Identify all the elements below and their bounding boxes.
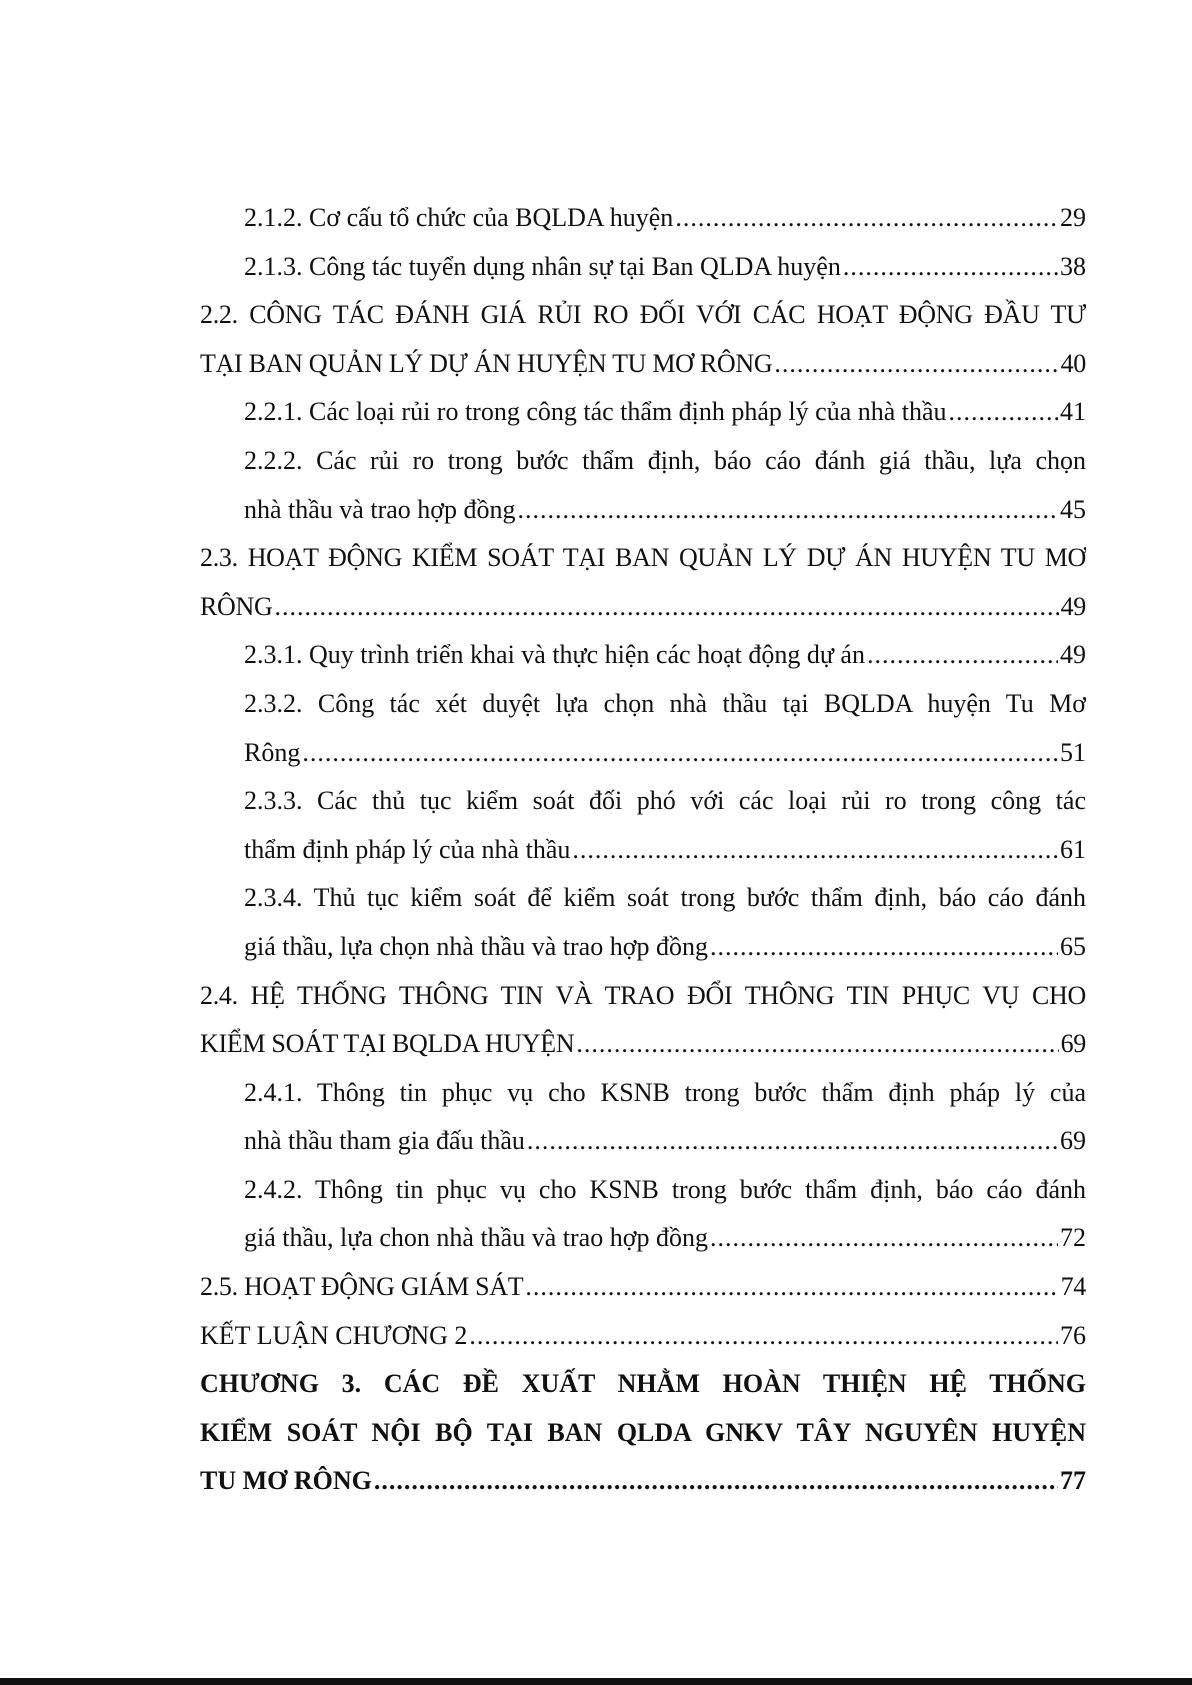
toc-entry-title-line-1: CHƯƠNG 3. CÁC ĐỀ XUẤT NHẰM HOÀN THIỆN HỆ THỐNG [200, 1369, 1086, 1399]
toc-entry-title: 2.1.3. Công tác tuyển dụng nhân sự tại Ban QLDA huyện [244, 251, 841, 281]
toc-entry-2-3-4 [200, 874, 1086, 971]
table-of-contents [200, 194, 1086, 1506]
leader-dots [774, 340, 1058, 389]
leader-dots [527, 1117, 1058, 1166]
leader-dots [274, 583, 1058, 632]
leader-dots [525, 1263, 1058, 1312]
leader-dots [469, 1312, 1058, 1361]
leader-dots [302, 729, 1058, 778]
toc-page-number: 40 [1060, 348, 1086, 378]
toc-entry-2-2-1 [200, 388, 1086, 437]
toc-page-number: 38 [1060, 251, 1086, 281]
toc-entry-title-line-1: 2.4.1. Thông tin phục vụ cho KSNB trong bước thẩm định pháp lý của [244, 1077, 1086, 1107]
toc-entry-title-line-2: giá thầu, lựa chọn nhà thầu và trao hợp đồng [244, 931, 708, 961]
toc-page-number: 69 [1060, 1029, 1086, 1059]
toc-page-number: 45 [1060, 494, 1086, 524]
toc-entry-title-line-2: nhà thầu tham gia đấu thầu [244, 1126, 525, 1156]
toc-entry-chapter-3 [200, 1360, 1086, 1506]
toc-entry-title-line-1: 2.3.3. Các thủ tục kiểm soát đối phó với các loại rủi ro trong công tác [244, 786, 1086, 816]
toc-entry-title-line-1: 2.2. CÔNG TÁC ĐÁNH GIÁ RỦI RO ĐỐI VỚI CÁC HOẠT ĐỘNG ĐẦU TƯ [200, 300, 1086, 330]
toc-page-number: 29 [1060, 203, 1086, 232]
toc-entry-title: 2.5. HOẠT ĐỘNG GIÁM SÁT [200, 1272, 524, 1302]
toc-page-number: 49 [1060, 591, 1086, 621]
toc-entry-title-line-3: TU MƠ RÔNG [200, 1466, 372, 1496]
toc-entry-2-3-3 [200, 777, 1086, 874]
toc-entry-title-line-1: 2.3. HOẠT ĐỘNG KIỂM SOÁT TẠI BAN QUẢN LÝ DỰ ÁN HUYỆN TU MƠ [200, 543, 1086, 573]
toc-entry-2-3-2 [200, 680, 1086, 777]
toc-page-number: 76 [1060, 1320, 1086, 1350]
toc-entry-title-line-2: Rông [244, 737, 301, 767]
toc-entry-title-line-2: RÔNG [200, 591, 273, 621]
leader-dots [843, 243, 1058, 292]
toc-entry-2-1-3 [200, 243, 1086, 292]
toc-entry-2-5 [200, 1263, 1086, 1312]
toc-entry-title-line-2: thẩm định pháp lý của nhà thầu [244, 834, 571, 864]
toc-entry-title: 2.2.1. Các loại rủi ro trong công tác thẩm định pháp lý của nhà thầu [244, 397, 947, 427]
leader-dots [572, 826, 1058, 875]
toc-entry-title-line-2: KIỂM SOÁT TẠI BQLDA HUYỆN [200, 1029, 575, 1059]
toc-entry-title-line-1: 2.4.2. Thông tin phục vụ cho KSNB trong bước thẩm định, báo cáo đánh [244, 1174, 1086, 1204]
leader-dots [518, 486, 1058, 535]
toc-page-number: 41 [1060, 397, 1086, 427]
toc-page-number: 74 [1060, 1272, 1086, 1302]
toc-page-number: 49 [1060, 640, 1086, 670]
toc-page-number: 77 [1060, 1466, 1086, 1496]
toc-entry-2-2 [200, 291, 1086, 388]
toc-entry-2-1-2 [200, 194, 1086, 243]
toc-entry-2-4-1 [200, 1069, 1086, 1166]
toc-entry-2-4-2 [200, 1166, 1086, 1263]
leader-dots [710, 1214, 1058, 1263]
toc-page-number: 65 [1060, 931, 1086, 961]
toc-page-number: 69 [1060, 1126, 1086, 1156]
leader-dots [710, 923, 1058, 972]
toc-page-number: 72 [1060, 1223, 1086, 1253]
toc-entry-title-line-1: 2.2.2. Các rủi ro trong bước thẩm định, báo cáo đánh giá thầu, lựa chọn [244, 445, 1086, 475]
toc-entry-2-3 [200, 534, 1086, 631]
toc-entry-title-line-2: nhà thầu và trao hợp đồng [244, 494, 516, 524]
leader-dots [675, 194, 1058, 243]
leader-dots [576, 1020, 1058, 1069]
toc-entry-title-line-2: giá thầu, lựa chon nhà thầu và trao hợp đồng [244, 1223, 708, 1253]
leader-dots [374, 1457, 1058, 1506]
toc-entry-title: 2.3.1. Quy trình triển khai và thực hiện các hoạt động dự án [244, 640, 865, 670]
toc-page-number: 61 [1060, 834, 1086, 864]
toc-entry-2-4 [200, 972, 1086, 1069]
toc-entry-2-2-2 [200, 437, 1086, 534]
toc-entry-title-line-1: 2.4. HỆ THỐNG THÔNG TIN VÀ TRAO ĐỔI THÔNG TIN PHỤC VỤ CHO [200, 980, 1086, 1010]
toc-entry-title-line-1: 2.3.4. Thủ tục kiểm soát để kiểm soát trong bước thẩm định, báo cáo đánh [244, 883, 1086, 913]
leader-dots [949, 388, 1058, 437]
toc-entry-chapter-2-conclusion [200, 1312, 1086, 1361]
toc-entry-title-line-2: TẠI BAN QUẢN LÝ DỰ ÁN HUYỆN TU MƠ RÔNG [200, 348, 773, 378]
toc-entry-title-line-2: KIỂM SOÁT NỘI BỘ TẠI BAN QLDA GNKV TÂY NGUYÊN HUYỆN [200, 1417, 1086, 1447]
toc-entry-title: 2.1.2. Cơ cấu tổ chức của BQLDA huyện [244, 203, 674, 232]
toc-page-number: 51 [1060, 737, 1086, 767]
toc-entry-title-line-1: 2.3.2. Công tác xét duyệt lựa chọn nhà thầu tại BQLDA huyện Tu Mơ [244, 688, 1086, 718]
toc-entry-title: KẾT LUẬN CHƯƠNG 2 [200, 1320, 468, 1350]
page-bottom-edge [0, 1678, 1192, 1685]
toc-entry-2-3-1 [200, 631, 1086, 680]
leader-dots [867, 631, 1058, 680]
